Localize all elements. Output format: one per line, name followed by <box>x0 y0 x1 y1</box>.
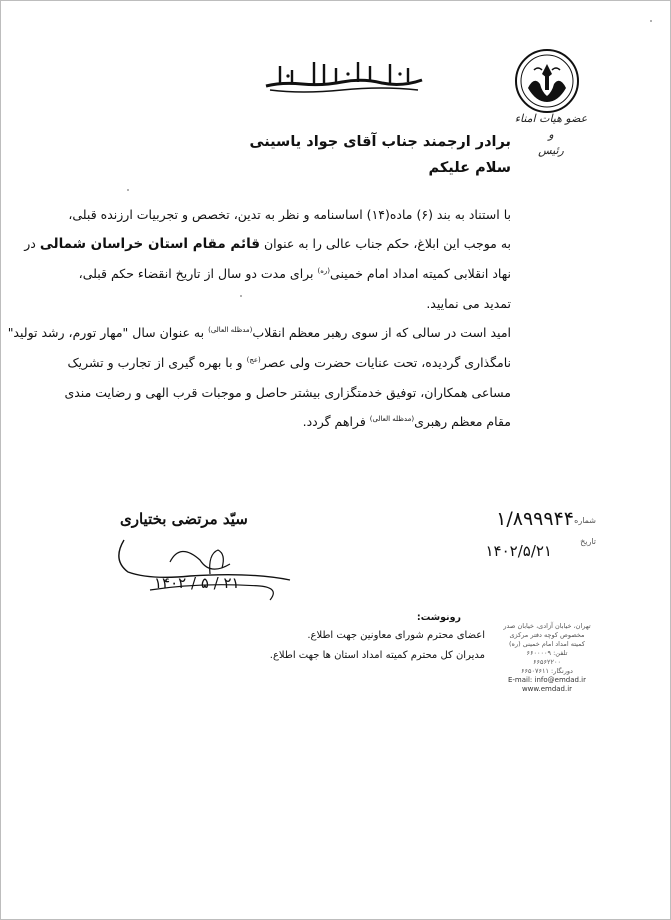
scan-speck <box>240 295 242 297</box>
body-line-1 <box>68 207 511 222</box>
date-label: تاریخ <box>580 537 596 546</box>
number-label: شماره <box>574 516 596 525</box>
body-line-5 <box>8 325 511 340</box>
cc-item-1: اعضای محترم شورای معاونین جهت اطلاع. <box>307 630 485 641</box>
body-line-2-text: به موجب این ابلاغ، حکم جناب عالی را به عنوان <box>263 236 511 251</box>
body-line-4 <box>426 296 511 311</box>
address-line-1: تهران، خیابان آزادی، خیابان صدر <box>503 622 591 630</box>
handwritten-date: ۱۴۰۲ / ۵ / ۲۱ <box>154 574 240 592</box>
body-line-6-suffix: و با بهره گیری از تجارب و تشریک <box>67 355 243 370</box>
fax-line: دورنگار: ۶۶۵۰۷۶۱۱ <box>521 667 573 675</box>
body-line-8 <box>303 414 511 429</box>
signatory-name: سیّد مرتضی بختیاری <box>120 510 248 528</box>
honorific-ajj: (عج) <box>246 355 261 364</box>
body-line-2 <box>24 236 511 252</box>
cc-title: رونوشت: <box>416 612 461 623</box>
body-line-4-text: تمدید می نمایید. <box>426 296 511 311</box>
bismillah-calligraphy <box>262 56 426 96</box>
phone-line-1: تلفن: ۶۶۰۰۰۰۹ <box>526 649 568 657</box>
body-line-6 <box>67 355 511 370</box>
honorific-leader-2: (مدظله العالی) <box>369 414 415 423</box>
honorific-leader-1: (مدظله العالی) <box>208 325 253 334</box>
body-line-7-text: مساعی همکاران، توفیق خدمتگزاری بیشتر حاصل و موجبات قرب الهی و رضایت مندی <box>64 385 511 400</box>
website-text: www.emdad.ir <box>521 685 573 693</box>
address-line-2: مخصوص کوچه دفتر مرکزی <box>509 631 585 639</box>
caption-line-2: و <box>548 128 554 141</box>
phone-line-2: ۶۶۵۶۲۲۰۰ <box>533 658 561 666</box>
body-line-5-suffix: به عنوان سال "مهار تورم، رشد تولید" <box>7 325 205 340</box>
body-line-8-suffix: فراهم گردد. <box>302 414 366 429</box>
body-line-3 <box>79 266 511 281</box>
date-value: ۱۴۰۲/۵/۲۱ <box>485 542 552 560</box>
addressee: برادر ارجمند جناب آقای جواد یاسینی <box>249 134 511 150</box>
body-line-8-text: مقام معظم رهبری <box>414 414 511 429</box>
signatory-caption <box>506 112 596 158</box>
contact-block <box>500 622 594 694</box>
number-value: ۱/۸۹۹۹۴۴ <box>496 508 574 530</box>
position-title: قائم مقام استان خراسان شمالی <box>39 236 260 252</box>
caption-line-3: رئیس <box>538 144 564 157</box>
caption-line-1: عضو هیات امناء <box>514 112 588 125</box>
organization-logo-icon <box>514 48 580 114</box>
honorific-rah: (ره) <box>317 266 331 275</box>
scan-speck <box>650 20 652 22</box>
body-line-7 <box>64 385 511 400</box>
scan-speck <box>127 189 129 191</box>
body-line-5-text: امید است در سالی که از سوی رهبر معظم انقلاب <box>252 325 511 340</box>
body-line-2-suffix: در <box>24 236 36 251</box>
address-line-3: کمیته امداد امام خمینی (ره) <box>509 640 585 648</box>
body-line-6-text: نامگذاری گردیده، تحت عنایات حضرت ولی عصر <box>260 355 511 370</box>
cc-item-2: مدیران کل محترم کمیته امداد استان ها جهت اطلاع. <box>269 650 485 661</box>
body-line-3-text: نهاد انقلابی کمیته امداد امام خمینی <box>330 266 511 281</box>
salutation: سلام علیکم <box>428 160 511 176</box>
email-text: E-mail: info@emdad.ir <box>507 676 586 684</box>
body-line-3-suffix: برای مدت دو سال از تاریخ انقضاء حکم قبلی، <box>78 266 314 281</box>
body-line-1-text: با استناد به بند (۶) ماده(۱۴) اساسنامه و نظر به تدین، تخصص و تجربیات ارزنده قبلی، <box>68 207 511 222</box>
